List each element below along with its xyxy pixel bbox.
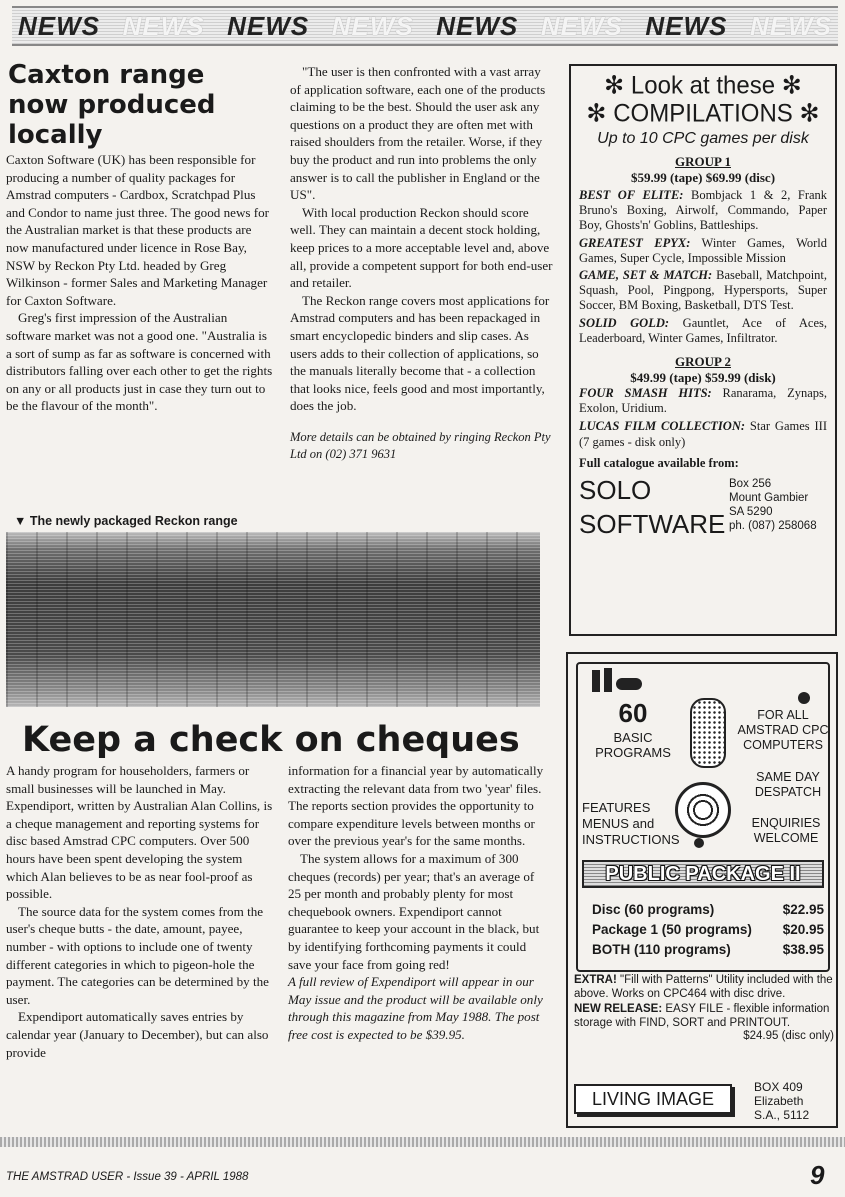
price-row: Package 1 (50 programs) $20.95 [592, 922, 824, 937]
banner-word: NEWS [122, 10, 205, 41]
same-day-label: SAME DAY DESPATCH [754, 770, 822, 799]
extra-info [574, 974, 834, 1044]
banner-word: NEWS [227, 10, 310, 41]
living-image-ad [566, 652, 838, 1128]
footer-rule [0, 1137, 845, 1147]
news-banner [12, 6, 838, 46]
reckon-range-photo [6, 532, 540, 707]
price-row: Disc (60 programs) $22.95 [592, 902, 824, 917]
review-note: A full review of Expendiport will appear in our May issue and the product will be available only through this magazine from May 1988. The post free cost is expected to be $39.95. [288, 974, 543, 1042]
ad-subtitle: Up to 10 CPC games per disk [597, 130, 809, 147]
living-image-address: BOX 409 Elizabeth S.A., 5112 [754, 1080, 810, 1122]
program-count: 60 [618, 698, 648, 728]
solo-logo: SOLO SOFTWARE [579, 474, 726, 539]
catalogue-label: Full catalogue available from: [579, 455, 739, 470]
compilation-item: GAME, SET & MATCH: Baseball, Matchpoint, Squash, Pool, Pingpong, Hypersports, Super Soccer, BM Boxing, Basketball, DTS Test. [579, 268, 828, 313]
solo-logo-block [579, 473, 827, 541]
package-name: PUBLIC PACKAGE II [582, 860, 824, 888]
paragraph: Greg's first impression of the Australian software market was not a good one. "Australia is a sort of sump as far as software is concerned with distributors falling over each other to get the rights on any or all products just in case they turn out to be the flavour of the month". [6, 310, 273, 414]
enquiries-label: ENQUIRIES WELCOME [751, 816, 821, 845]
group-heading: GROUP 1 [675, 154, 731, 169]
ad-title: ✻ COMPILATIONS ✻ [586, 99, 820, 128]
compilation-item: SOLID GOLD: Gauntlet, Ace of Aces, Leaderboard, Winter Games, Infiltrator. [579, 315, 828, 345]
compilation-list [579, 188, 827, 346]
disk-icon [690, 698, 726, 768]
solo-software-ad [569, 64, 837, 636]
article2-column-1 [6, 762, 274, 1061]
group-heading: GROUP 2 [675, 354, 731, 370]
banner-word: NEWS [645, 10, 728, 41]
new-release-price: $24.95 (disc only) [743, 1030, 834, 1043]
article2-column-2 [288, 762, 550, 1044]
compilation-item: LUCAS FILM COLLECTION: Star Games III (7 games - disk only) [579, 419, 827, 449]
living-image-logo: LIVING IMAGE [574, 1084, 732, 1114]
compilation-item: BEST OF ELITE: Bombjack 1 & 2, Frank Bruno's Boxing, Airwolf, Commando, Paper Boy, Ghosts'n' Goblins, Battleships. [579, 188, 828, 233]
group-price: $49.99 (tape) $59.99 (disk) [630, 370, 776, 386]
new-release-text: NEW RELEASE: EASY FILE - flexible information storage with FIND, SORT and PRINTOUT. [574, 1003, 830, 1029]
page-number: 9 [810, 1160, 825, 1190]
extra-text: EXTRA! "Fill with Patterns" Utility included with the above. Works on CPC464 with disc drive. [574, 974, 833, 1000]
banner-word: NEWS [540, 10, 623, 41]
price-row: BOTH (110 programs) $38.95 [592, 942, 824, 957]
paragraph: Expendiport automatically saves entries by calendar year (January to December), but can also provide [6, 1009, 269, 1060]
ad-panel [576, 662, 830, 972]
banner-word: NEWS [18, 10, 100, 41]
compilation-list [579, 386, 827, 450]
banner-word: NEWS [749, 10, 832, 41]
paragraph: "The user is then confronted with a vast array of application software, each one of the products claiming to be the best. Should the user ask any questions on a product they are often met with raised shoulders from the retailer. Worse, if they buy the product and run into problems the only answer is to call the publisher in England or the US". [290, 64, 546, 203]
paragraph: A handy program for householders, farmers or small businesses will be launched in May. Expendiport, written by Australian Alan Collins, is a cheque management and reporting systems for disc based Amstrad CPC computers. Over 500 hours have been spent developing the system which Alan believes to be as near fool-proof as possible. [6, 763, 273, 902]
paragraph: With local production Reckon should score well. They can maintain a decent stock holding, keep prices to a more acceptable level and, above all, provide a competent support for both end-user and retailer. [290, 204, 553, 291]
basic-programs-label: BASIC PROGRAMS [595, 730, 671, 760]
paragraph: The Reckon range covers most applications for Amstrad computers and has been repackaged in smart encyclopedic binders and slip cases. As users adds to their collection of applications, so the manuals literally become that - a collection that looks nice, feels good and most importantly, does the job. [290, 292, 550, 414]
photo-caption: ▼ The newly packaged Reckon range [14, 514, 238, 528]
compilation-item: FOUR SMASH HITS: Ranarama, Zynaps, Exolon, Uridium. [579, 386, 827, 416]
banner-word: NEWS [436, 10, 519, 41]
footer-text: THE AMSTRAD USER - Issue 39 - APRIL 1988 [6, 1171, 249, 1183]
features-label: FEATURES MENUS and INSTRUCTIONS [582, 800, 680, 847]
article2-title: Keep a check on cheques [22, 720, 520, 760]
paragraph: information for a financial year by automatically extracting the relevant data from two 'year' files. The reports section provides the opportunity to compare expenditure levels between months or over the previous year's for the same months. [288, 763, 544, 849]
dot-icon [694, 838, 704, 848]
paragraph: The source data for the system comes from the user's cheque butts - the date, amount, payee, number - with options to include one of twenty different categories in which to pigeon-hole the payment. The categories can be determined by the user. [6, 903, 269, 1007]
article1-title: Caxton range now produced locally [8, 60, 216, 150]
price-list [592, 900, 824, 960]
more-details: More details can be obtained by ringing Reckon Pty Ltd on (02) 371 9631 [290, 429, 551, 462]
computer-icon [590, 666, 646, 694]
banner-word: NEWS [331, 10, 414, 41]
for-all-label: FOR ALL AMSTRAD CPC COMPUTERS [737, 708, 829, 752]
article1-column-1 [6, 151, 274, 415]
group-price: $59.99 (tape) $69.99 (disc) [630, 170, 776, 185]
compilation-item: GREATEST EPYX: Winter Games, World Games, Super Cycle, Impossible Mission [579, 235, 827, 265]
article1-column-2 [290, 63, 554, 464]
dot-icon [798, 692, 810, 704]
solo-address: Box 256 Mount Gambier SA 5290 ph. (087) 258068 [729, 477, 817, 532]
ad-title: ✻ Look at these ✻ [604, 71, 802, 100]
paragraph: Caxton Software (UK) has been responsible for producing a number of quality packages for Amstrad computers - Cardbox, Scratchpad Plus and Condor to name just three. The good news for the Australian market is that these products are now manufactured under licence in Rose Bay, NSW by Reckon Pty Ltd. headed by Greg Wilkinson - former Sales and Marketing Manager for Caxton Software. [6, 152, 270, 308]
paragraph: The system allows for a maximum of 300 cheques (records) per year; that's an average of 25 per month and probably plenty for most chequebook owners. Expendiport cannot guarantee to keep your account in the black, but by identifying forthcoming payments it could save your face from going red! [288, 850, 540, 972]
